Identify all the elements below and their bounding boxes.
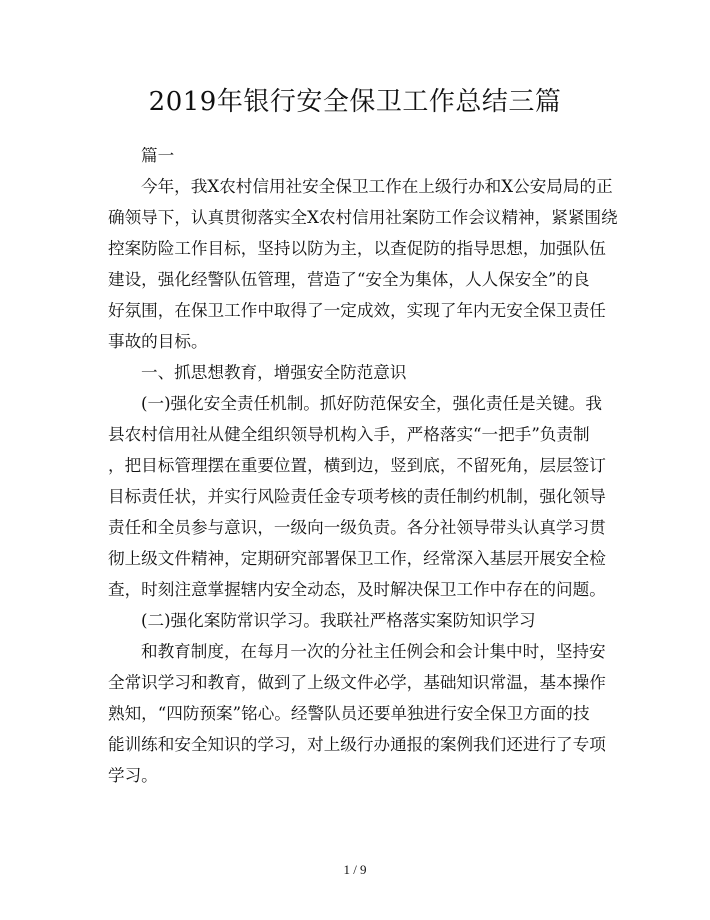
document-body	[108, 140, 618, 791]
paragraph-line: 全常识学习和教育，做到了上级文件必学，基础知识常温，基本操作	[108, 673, 606, 692]
paragraph-line: 事故的目标。	[108, 332, 208, 351]
subsection-heading: 一、抓思想教育，增强安全防范意识	[141, 363, 407, 382]
paragraph-line: 县农村信用社从健全组织领导机构入手，严格落实“一把手”负责制	[108, 425, 590, 444]
paragraph-line: 彻上级文件精神，定期研究部署保卫工作，经常深入基层开展安全检	[108, 549, 606, 568]
paragraph-line: (二)强化案防常识学习。我联社严格落实案防知识学习	[141, 611, 536, 630]
page-number: 1 / 9	[343, 862, 367, 877]
paragraph-line: 学习。	[108, 766, 158, 785]
paragraph-line: 控案防险工作目标，坚持以防为主，以查促防的指导思想，加强队伍	[108, 239, 606, 258]
paragraph-line: 好氛围，在保卫工作中取得了一定成效，实现了年内无安全保卫责任	[108, 301, 606, 320]
paragraph-line: 今年，我X农村信用社安全保卫工作在上级行办和X公安局局的正	[141, 177, 613, 196]
paragraph-line: ，把目标管理摆在重要位置，横到边，竖到底，不留死角，层层签订	[108, 456, 606, 475]
paragraph-line: 和教育制度，在每月一次的分社主任例会和会计集中时，坚持安	[141, 642, 606, 661]
paragraph-line: (一)强化安全责任机制。抓好防范保安全，强化责任是关键。我	[141, 394, 602, 413]
paragraph-line: 查，时刻注意掌握辖内安全动态，及时解决保卫工作中存在的问题。	[108, 580, 606, 599]
paragraph-line: 责任和全员参与意识，一级向一级负责。各分社领导带头认真学习贯	[108, 518, 606, 537]
paragraph-line: 熟知，“四防预案”铭心。经警队员还要单独进行安全保卫方面的技	[108, 704, 590, 723]
paragraph-line: 目标责任状，并实行风险责任金专项考核的责任制约机制，强化领导	[108, 487, 606, 506]
section-heading: 篇一	[141, 146, 175, 165]
paragraph-line: 确领导下，认真贯彻落实全X农村信用社案防工作会议精神，紧紧围绕	[108, 208, 618, 227]
paragraph-line: 能训练和安全知识的学习，对上级行办通报的案例我们还进行了专项	[108, 735, 606, 754]
document-title: 2019年银行安全保卫工作总结三篇	[148, 87, 562, 117]
paragraph-line: 建设，强化经警队伍管理，营造了“安全为集体，人人保安全”的良	[108, 270, 590, 289]
